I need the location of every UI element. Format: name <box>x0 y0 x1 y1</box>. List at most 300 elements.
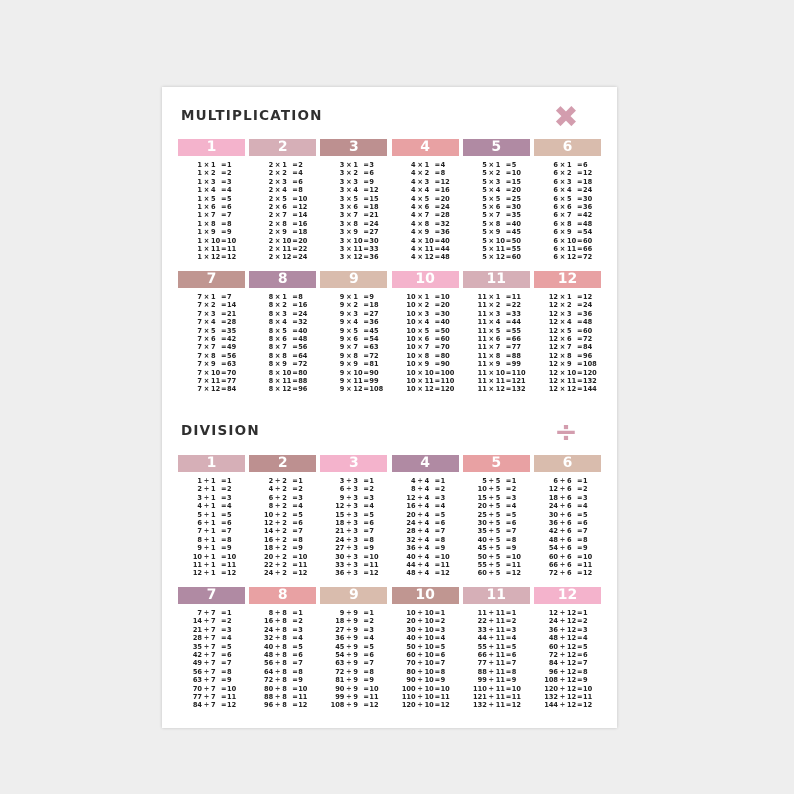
operator-sign: ÷ <box>417 477 423 485</box>
operand-left: 1 <box>197 177 202 186</box>
operand-left: 28 <box>192 634 202 643</box>
operator-sign: ÷ <box>488 667 495 676</box>
equals-sign: = <box>434 385 441 394</box>
equals-sign: = <box>577 219 583 228</box>
operator-sign: × <box>417 343 423 352</box>
operand-left: 6 <box>339 485 345 494</box>
mul-table-header: 12 <box>534 271 601 288</box>
operator-sign: × <box>203 368 210 377</box>
result: 8 <box>583 667 588 676</box>
result: 2 <box>298 485 303 494</box>
operand-right: 5 <box>353 326 358 335</box>
equals-sign: = <box>292 194 298 203</box>
result: 2 <box>511 485 517 494</box>
div-equation <box>178 502 245 510</box>
equals-sign: = <box>363 642 369 651</box>
mul-equation <box>463 220 530 228</box>
operator-sign: × <box>417 244 423 253</box>
operand-right: 8 <box>282 219 287 228</box>
result: 6 <box>440 650 446 659</box>
equals-sign: = <box>434 659 441 668</box>
operand-left: 2 <box>268 244 274 253</box>
result: 4 <box>298 169 303 178</box>
equals-sign: = <box>577 236 583 245</box>
operator-sign: ÷ <box>346 684 352 693</box>
result: 10 <box>298 552 308 561</box>
operand-left: 80 <box>264 684 274 693</box>
operator-sign: ÷ <box>203 569 210 578</box>
equals-sign: = <box>577 650 583 659</box>
equals-sign: = <box>292 236 298 245</box>
equals-sign: = <box>505 376 512 385</box>
operator-sign: × <box>559 360 566 369</box>
operand-right: 3 <box>282 177 287 186</box>
div-table-2 <box>249 455 316 578</box>
operator-sign: × <box>346 309 352 318</box>
operand-right: 4 <box>424 510 430 519</box>
result: 18 <box>369 301 379 310</box>
operator-sign: ÷ <box>203 535 210 544</box>
div-equation <box>534 553 601 561</box>
result: 5 <box>440 510 446 519</box>
operator-sign: ÷ <box>274 676 281 685</box>
result: 7 <box>511 527 517 536</box>
mul-equation <box>392 293 459 301</box>
equals-sign: = <box>292 293 298 301</box>
operand-right: 7 <box>211 692 216 701</box>
operator-sign: × <box>274 253 281 262</box>
result: 12 <box>369 186 379 195</box>
div-equation-list <box>534 609 601 710</box>
mul-equation <box>463 352 530 360</box>
operator-sign: × <box>488 236 495 245</box>
operand-left: 66 <box>548 560 558 569</box>
operand-right: 7 <box>211 659 216 668</box>
operand-left: 4 <box>411 186 416 195</box>
operator-sign: ÷ <box>417 502 423 511</box>
equals-sign: = <box>363 376 369 385</box>
mul-equation <box>463 335 530 343</box>
operand-left: 30 <box>477 518 487 527</box>
multiply-icon: ✖ <box>553 100 579 135</box>
mul-equation <box>320 360 387 368</box>
operator-sign: × <box>488 177 495 186</box>
operand-right: 11 <box>282 376 292 385</box>
result: 6 <box>511 518 517 527</box>
operand-right: 10 <box>424 701 434 710</box>
operand-left: 9 <box>339 493 345 502</box>
operand-right: 8 <box>353 219 358 228</box>
equals-sign: = <box>434 527 441 536</box>
operand-right: 10 <box>424 692 434 701</box>
div-equation <box>320 569 387 577</box>
operand-left: 1 <box>197 202 202 211</box>
operand-right: 11 <box>353 244 363 253</box>
mul-equation <box>392 245 459 253</box>
result: 84 <box>227 385 237 394</box>
operand-right: 4 <box>424 186 430 195</box>
operand-right: 8 <box>282 609 287 617</box>
operator-sign: × <box>203 169 210 178</box>
operand-right: 9 <box>353 625 358 634</box>
operator-sign: ÷ <box>417 701 423 710</box>
mul-equation <box>392 186 459 194</box>
result: 11 <box>298 560 308 569</box>
result: 7 <box>511 659 517 668</box>
result: 2 <box>227 617 232 626</box>
operator-sign: ÷ <box>417 560 423 569</box>
equals-sign: = <box>577 676 583 685</box>
result: 132 <box>583 376 597 385</box>
mul-table-header: 11 <box>463 271 530 288</box>
mul-equation-list <box>392 161 459 262</box>
equals-sign: = <box>434 634 441 643</box>
operator-sign: × <box>203 376 210 385</box>
operator-sign: × <box>417 293 423 301</box>
equals-sign: = <box>577 318 583 327</box>
result: 20 <box>511 186 521 195</box>
equals-sign: = <box>363 676 369 685</box>
result: 12 <box>583 293 593 301</box>
operator-sign: ÷ <box>488 634 495 643</box>
result: 1 <box>511 609 517 617</box>
operand-right: 10 <box>353 368 363 377</box>
result: 5 <box>511 161 517 169</box>
operand-right: 10 <box>211 368 221 377</box>
operator-sign: × <box>274 211 281 220</box>
result: 10 <box>511 552 521 561</box>
div-equation <box>392 643 459 651</box>
operator-sign: ÷ <box>203 650 210 659</box>
result: 2 <box>227 485 232 494</box>
operator-sign: ÷ <box>203 667 210 676</box>
equals-sign: = <box>577 510 583 519</box>
result: 7 <box>583 527 588 536</box>
operand-right: 1 <box>211 510 216 519</box>
operator-sign: ÷ <box>203 502 210 511</box>
result: 30 <box>369 236 379 245</box>
operand-left: 40 <box>477 535 487 544</box>
div-equation <box>534 693 601 701</box>
operator-sign: × <box>559 236 566 245</box>
result: 99 <box>511 360 521 369</box>
operator-sign: × <box>203 186 210 195</box>
mul-equation <box>534 369 601 377</box>
equals-sign: = <box>577 659 583 668</box>
operand-right: 6 <box>567 485 572 494</box>
result: 15 <box>511 177 521 186</box>
operator-sign: × <box>417 211 423 220</box>
mul-equation <box>178 327 245 335</box>
operand-left: 30 <box>335 552 345 561</box>
operand-right: 12 <box>567 253 577 262</box>
result: 11 <box>369 560 379 569</box>
div-equation <box>463 651 530 659</box>
div-equation <box>463 561 530 569</box>
operand-right: 2 <box>282 493 287 502</box>
operand-left: 8 <box>268 326 274 335</box>
result: 12 <box>227 253 237 262</box>
div-equation <box>534 659 601 667</box>
div-equation <box>534 569 601 577</box>
result: 5 <box>298 510 303 519</box>
div-equation <box>249 701 316 709</box>
div-equation <box>178 643 245 651</box>
result: 108 <box>583 360 597 369</box>
equals-sign: = <box>577 684 583 693</box>
equals-sign: = <box>292 684 298 693</box>
operator-sign: × <box>488 309 495 318</box>
equals-sign: = <box>434 544 441 553</box>
result: 5 <box>298 642 303 651</box>
operator-sign: ÷ <box>346 477 352 485</box>
operand-right: 8 <box>495 351 501 360</box>
operator-sign: × <box>346 211 352 220</box>
operand-left: 11 <box>477 368 487 377</box>
operator-sign: × <box>488 343 495 352</box>
operand-left: 5 <box>482 477 487 485</box>
mul-equation <box>534 253 601 261</box>
equals-sign: = <box>505 318 512 327</box>
operator-sign: × <box>274 186 281 195</box>
operand-right: 2 <box>282 569 287 578</box>
operand-right: 6 <box>567 477 572 485</box>
div-equation <box>392 634 459 642</box>
equals-sign: = <box>292 634 298 643</box>
operand-left: 55 <box>477 560 487 569</box>
equals-sign: = <box>221 351 227 360</box>
operand-right: 4 <box>282 318 287 327</box>
mul-equation <box>320 293 387 301</box>
div-equation <box>392 659 459 667</box>
operand-left: 8 <box>411 485 416 494</box>
operator-sign: × <box>559 343 566 352</box>
result: 10 <box>298 684 308 693</box>
result: 24 <box>583 301 593 310</box>
equals-sign: = <box>505 609 512 617</box>
operand-left: 10 <box>406 368 416 377</box>
operand-left: 4 <box>411 169 416 178</box>
equals-sign: = <box>505 368 512 377</box>
operand-right: 2 <box>282 527 287 536</box>
equals-sign: = <box>434 211 441 220</box>
div-equation <box>320 643 387 651</box>
result: 8 <box>440 169 446 178</box>
operand-right: 12 <box>495 385 505 394</box>
operand-right: 1 <box>567 293 572 301</box>
operand-left: 64 <box>264 667 274 676</box>
operand-left: 12 <box>548 309 558 318</box>
operator-sign: × <box>346 326 352 335</box>
operator-sign: ÷ <box>274 692 281 701</box>
operand-right: 2 <box>282 510 287 519</box>
mul-equation <box>249 195 316 203</box>
result: 60 <box>583 236 593 245</box>
result: 1 <box>298 609 303 617</box>
div-equation <box>249 609 316 617</box>
mul-equation <box>320 220 387 228</box>
result: 16 <box>298 301 308 310</box>
operand-left: 9 <box>339 351 345 360</box>
operator-sign: ÷ <box>559 617 566 626</box>
div-equation <box>178 651 245 659</box>
mul-equation <box>178 318 245 326</box>
operand-left: 9 <box>339 318 345 327</box>
mul-equation <box>463 310 530 318</box>
equals-sign: = <box>221 318 227 327</box>
result: 88 <box>298 376 308 385</box>
result: 48 <box>583 318 593 327</box>
operator-sign: × <box>559 301 566 310</box>
operand-left: 63 <box>192 676 202 685</box>
equals-sign: = <box>221 194 227 203</box>
operator-sign: × <box>559 334 566 343</box>
operand-left: 24 <box>264 625 274 634</box>
equals-sign: = <box>505 219 512 228</box>
equals-sign: = <box>221 309 227 318</box>
operand-right: 10 <box>424 634 434 643</box>
equals-sign: = <box>363 301 369 310</box>
div-equation <box>392 685 459 693</box>
result: 96 <box>583 351 593 360</box>
operand-right: 7 <box>424 211 430 220</box>
mul-equation <box>178 377 245 385</box>
operand-left: 6 <box>553 186 558 195</box>
times-table-sheet <box>162 87 617 728</box>
equals-sign: = <box>221 684 227 693</box>
result: 1 <box>583 609 588 617</box>
operand-left: 44 <box>477 634 487 643</box>
operand-right: 3 <box>211 309 216 318</box>
operator-sign: ÷ <box>488 659 495 668</box>
result: 10 <box>440 293 450 301</box>
operator-sign: × <box>488 326 495 335</box>
operand-left: 11 <box>477 609 487 617</box>
mul-table-header: 10 <box>392 271 459 288</box>
operand-right: 12 <box>567 667 577 676</box>
div-equation <box>392 527 459 535</box>
equals-sign: = <box>221 385 227 394</box>
operand-left: 9 <box>339 343 345 352</box>
operator-sign: × <box>488 318 495 327</box>
div-table-header: 10 <box>392 587 459 604</box>
operand-right: 3 <box>353 544 358 553</box>
result: 11 <box>511 692 521 701</box>
operand-left: 10 <box>406 385 416 394</box>
equals-sign: = <box>434 609 441 617</box>
div-equation <box>249 553 316 561</box>
mul-equation <box>320 186 387 194</box>
equals-sign: = <box>505 569 512 578</box>
equals-sign: = <box>434 343 441 352</box>
operand-left: 2 <box>268 194 274 203</box>
operand-right: 4 <box>424 560 430 569</box>
operand-right: 11 <box>495 659 505 668</box>
equals-sign: = <box>434 701 441 710</box>
operand-right: 4 <box>353 186 358 195</box>
operator-sign: ÷ <box>559 527 566 536</box>
equals-sign: = <box>221 650 227 659</box>
operator-sign: × <box>203 219 210 228</box>
mul-table-header: 8 <box>249 271 316 288</box>
result: 24 <box>583 186 593 195</box>
equals-sign: = <box>363 309 369 318</box>
result: 6 <box>298 518 303 527</box>
mul-equation <box>178 301 245 309</box>
operand-left: 5 <box>482 202 487 211</box>
operand-left: 7 <box>197 301 202 310</box>
div-equation <box>463 494 530 502</box>
result: 64 <box>298 351 308 360</box>
operator-sign: ÷ <box>346 692 352 701</box>
operand-right: 1 <box>211 552 216 561</box>
equals-sign: = <box>505 202 512 211</box>
operand-left: 32 <box>264 634 274 643</box>
mul-equation <box>320 377 387 385</box>
equals-sign: = <box>577 293 583 301</box>
result: 48 <box>440 253 450 262</box>
result: 10 <box>583 552 593 561</box>
equals-sign: = <box>434 228 441 237</box>
div-table-3 <box>320 455 387 578</box>
equals-sign: = <box>363 625 369 634</box>
mul-equation <box>463 369 530 377</box>
operand-right: 6 <box>567 493 572 502</box>
div-equation <box>249 561 316 569</box>
operator-sign: × <box>417 385 423 394</box>
operator-sign: × <box>488 334 495 343</box>
equals-sign: = <box>292 177 298 186</box>
operand-left: 18 <box>548 493 558 502</box>
operator-sign: ÷ <box>203 634 210 643</box>
equals-sign: = <box>292 552 298 561</box>
operator-sign: × <box>274 301 281 310</box>
equals-sign: = <box>292 326 298 335</box>
operand-right: 7 <box>211 343 216 352</box>
operand-left: 42 <box>548 527 558 536</box>
operand-right: 10 <box>282 236 292 245</box>
result: 9 <box>369 544 374 553</box>
operator-sign: ÷ <box>203 684 210 693</box>
operand-left: 7 <box>197 326 202 335</box>
result: 11 <box>298 692 308 701</box>
equals-sign: = <box>363 552 369 561</box>
operand-right: 4 <box>495 186 501 195</box>
div-equation <box>320 527 387 535</box>
result: 120 <box>440 385 455 394</box>
equals-sign: = <box>577 642 583 651</box>
operand-right: 12 <box>567 625 577 634</box>
operand-right: 3 <box>353 569 358 578</box>
div-table-9 <box>320 587 387 710</box>
operand-left: 16 <box>264 617 274 626</box>
div-equation <box>534 527 601 535</box>
operand-left: 2 <box>268 161 274 169</box>
equals-sign: = <box>505 477 512 485</box>
mul-equation <box>249 335 316 343</box>
result: 9 <box>440 544 446 553</box>
operator-sign: ÷ <box>488 502 495 511</box>
operand-left: 8 <box>268 293 274 301</box>
operand-left: 20 <box>406 617 416 626</box>
operator-sign: ÷ <box>417 667 423 676</box>
result: 8 <box>583 535 588 544</box>
result: 10 <box>369 684 379 693</box>
equals-sign: = <box>363 650 369 659</box>
div-equation <box>249 668 316 676</box>
equals-sign: = <box>221 211 227 220</box>
operand-left: 35 <box>477 527 487 536</box>
